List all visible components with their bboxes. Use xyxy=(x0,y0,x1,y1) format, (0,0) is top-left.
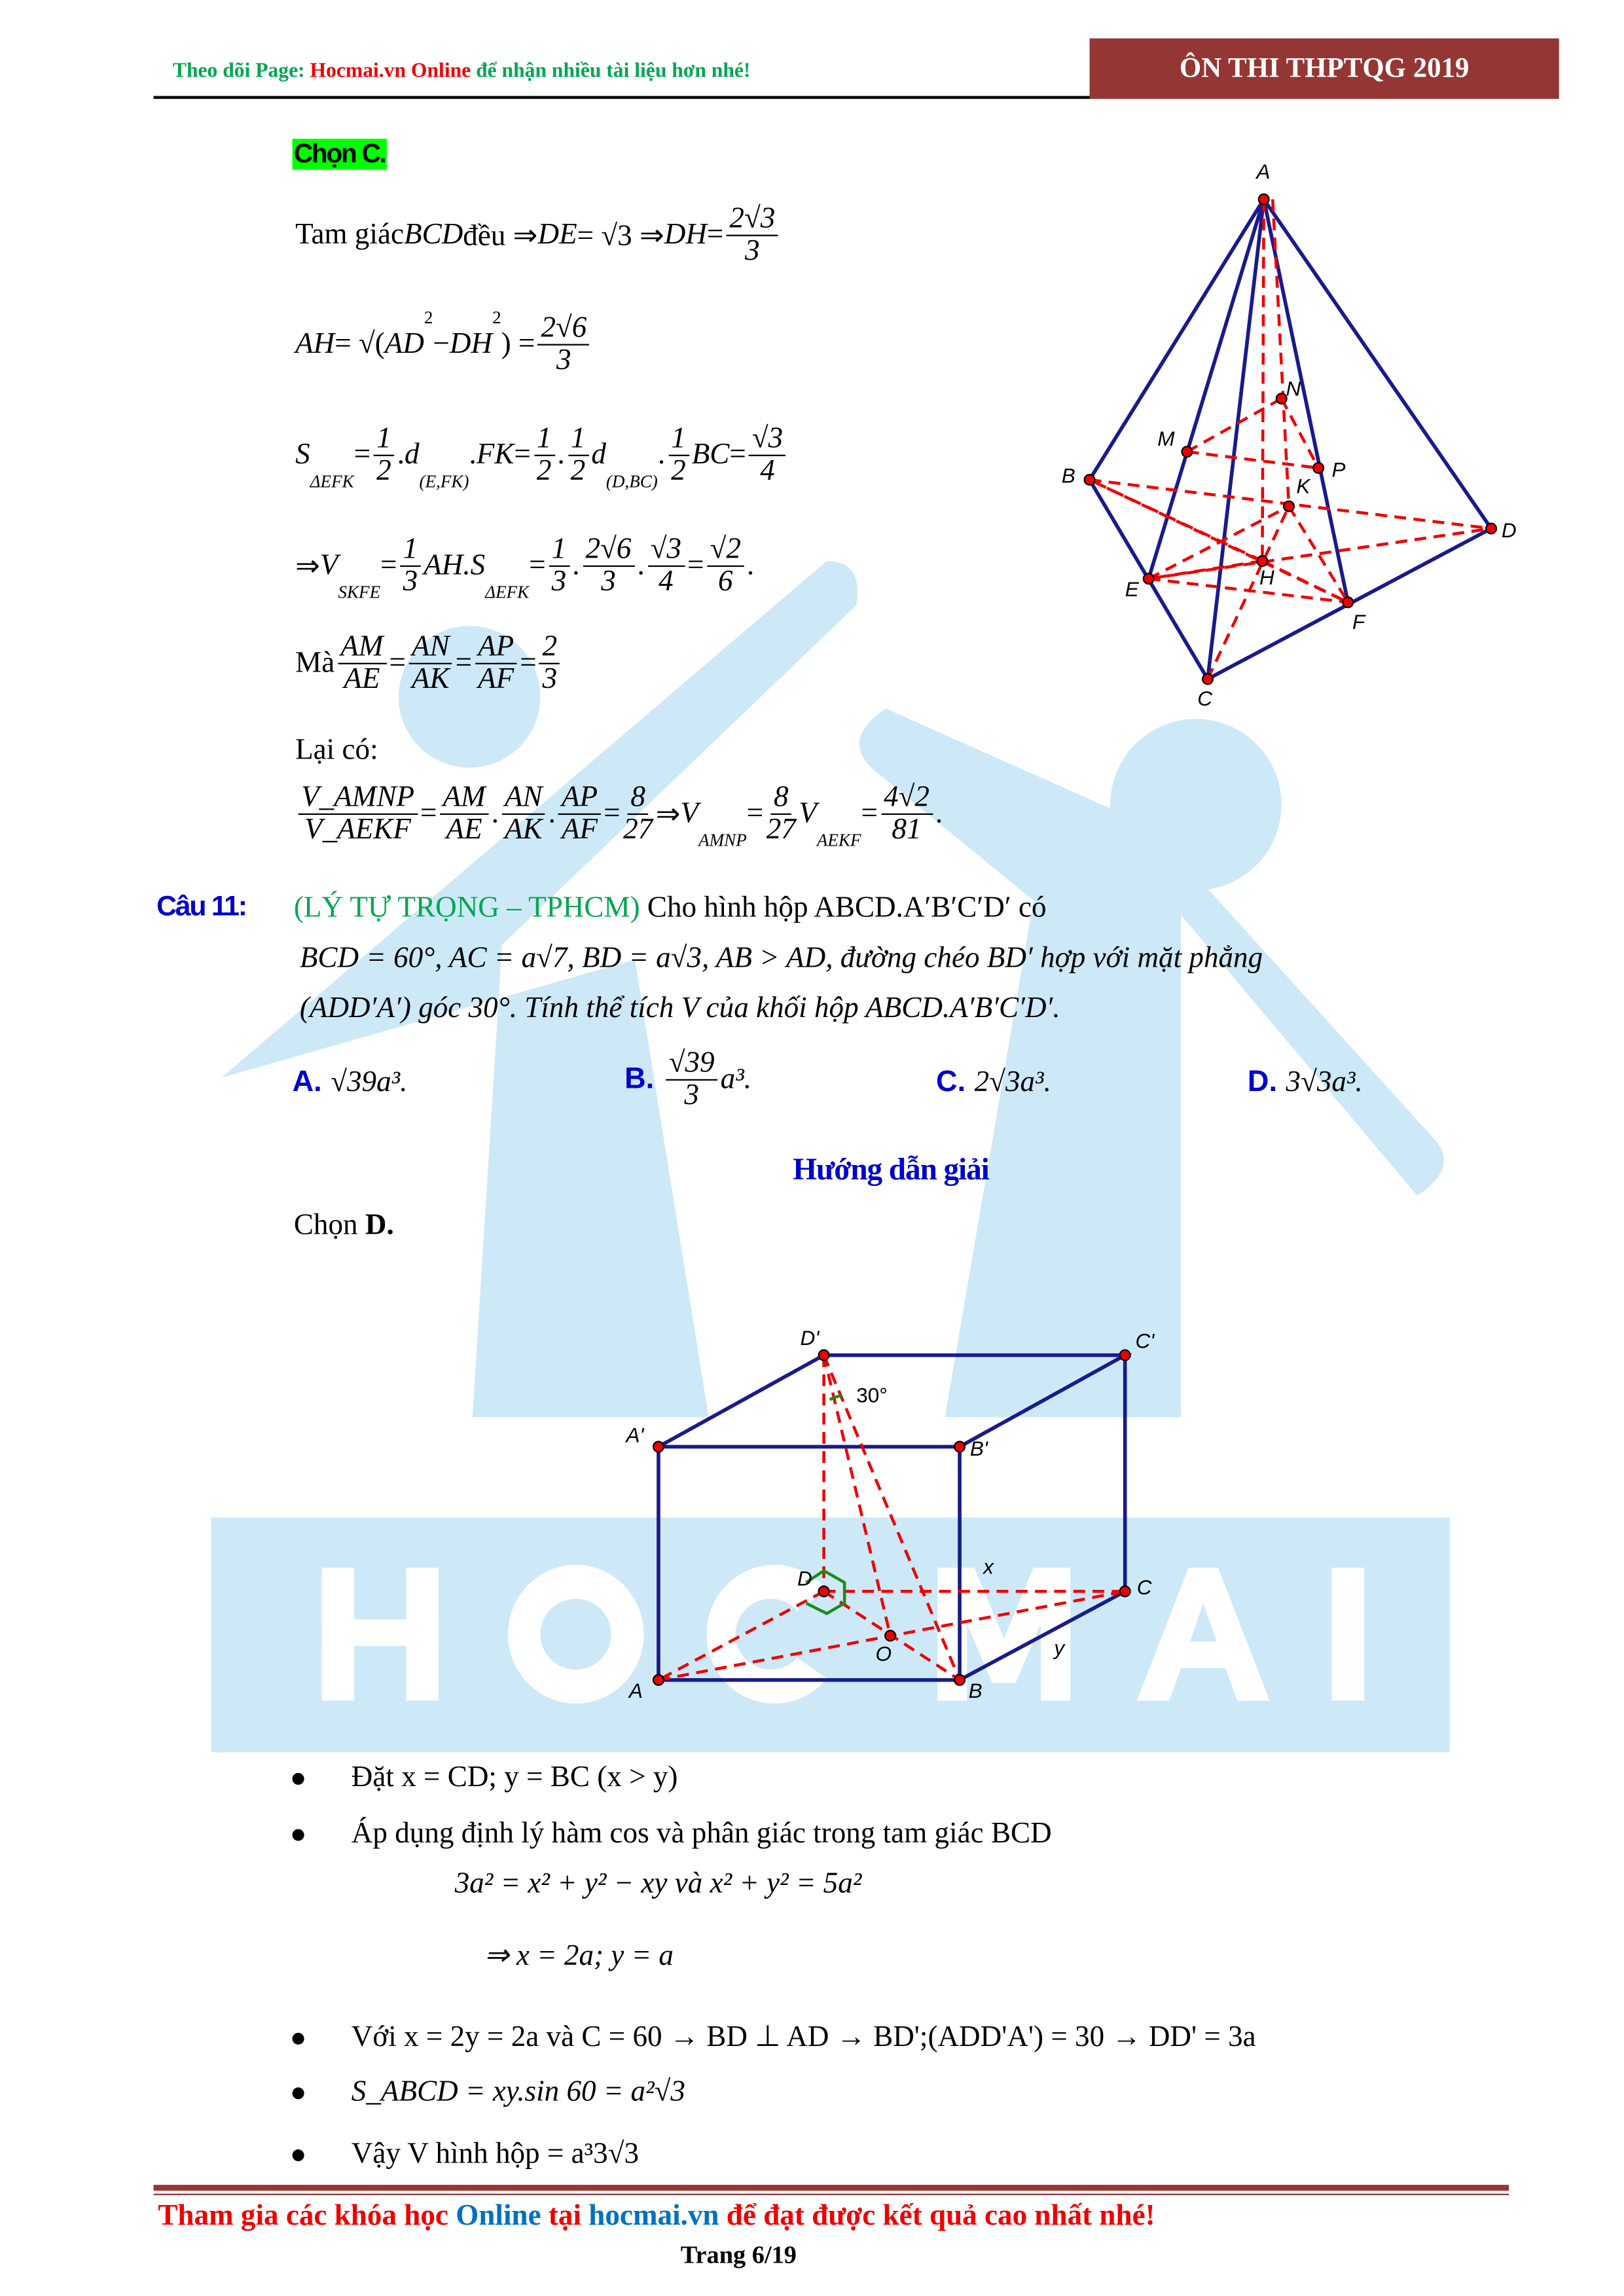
math-token: = xyxy=(604,797,621,830)
denominator: AE xyxy=(344,662,380,696)
math-token: d xyxy=(405,438,420,471)
option-d: D. 3√3a³. xyxy=(1247,1066,1363,1099)
numerator: 1 xyxy=(374,423,395,456)
question-line-2: BCD = 60°, AC = a√7, BD = a√3, AB > AD, đường chéo BD′ hợp với mặt phẳng xyxy=(299,942,1263,975)
solution-line xyxy=(295,422,789,492)
math-token: AEKF xyxy=(816,829,861,851)
denominator: AK xyxy=(411,662,450,696)
fraction xyxy=(408,632,452,695)
math-token: . xyxy=(572,549,580,582)
denominator: 2 xyxy=(376,454,391,488)
math-token: Tam giác xyxy=(295,218,405,251)
bullet-icon xyxy=(293,2034,304,2045)
fraction xyxy=(539,632,560,695)
math-token: ΔEFK xyxy=(485,581,530,603)
bullet-icon xyxy=(293,2088,304,2100)
denominator: 3 xyxy=(551,565,567,598)
math-token: = xyxy=(389,646,406,679)
angle-label: 30° xyxy=(856,1383,888,1407)
math-token: = xyxy=(729,438,746,471)
solution-line xyxy=(295,204,781,267)
label-D: D xyxy=(1501,518,1517,543)
fraction xyxy=(558,782,600,846)
math-token: BCD xyxy=(404,218,463,251)
math-token: = xyxy=(746,797,764,830)
math-token: = xyxy=(455,646,473,679)
math-token: . xyxy=(548,797,556,830)
denominator: 4 xyxy=(659,565,674,598)
math-token: ΔEFK xyxy=(310,471,354,492)
math-token: = √3 ⇒ xyxy=(577,220,664,253)
math-token: = xyxy=(380,549,397,582)
label-A: A xyxy=(1256,159,1271,183)
math-token: đều ⇒ xyxy=(463,220,538,253)
label-D-prime: D' xyxy=(800,1325,820,1350)
numerator: 2√6 xyxy=(538,313,590,346)
numerator: 1 xyxy=(549,534,569,567)
denominator: 2 xyxy=(671,454,686,488)
numerator: 2√3 xyxy=(727,204,778,236)
math-token: . xyxy=(491,797,499,830)
numerator: AM xyxy=(440,782,488,815)
footer-rule xyxy=(154,2185,1509,2191)
fraction xyxy=(374,423,395,487)
numerator: 1 xyxy=(533,423,554,456)
math-token: AH.S xyxy=(424,549,486,582)
denominator: 3 xyxy=(556,344,571,377)
math-token: = xyxy=(514,438,531,471)
numerator: √3 xyxy=(749,423,785,456)
header-follow-text: Theo dõi Page: Hocmai.vn Online để nhận nhiều tài liệu hơn nhé! xyxy=(172,60,751,83)
numerator: √3 xyxy=(647,534,684,567)
math-token: FK xyxy=(476,438,514,471)
math-token: DH xyxy=(664,218,707,251)
math-token: . xyxy=(469,438,477,471)
footer-rule-thin xyxy=(154,2194,1509,2195)
numerator: 2√6 xyxy=(583,534,634,567)
label-F: F xyxy=(1352,609,1365,634)
math-token: . xyxy=(657,438,666,471)
fraction xyxy=(475,632,517,695)
math-token: AMNP xyxy=(698,829,747,851)
math-token: = xyxy=(520,646,537,679)
bullet-item: Với x = 2y = 2a và C = 60 → BD ⊥ AD → BD';(ADD'A') = 30 → DD' = 3a xyxy=(293,2018,1256,2054)
numerator: AN xyxy=(501,782,545,815)
fraction xyxy=(298,782,418,846)
question-line-3: (ADD′A′) góc 30°. Tính thể tích V của khối hộp ABCD.A′B′C′D′. xyxy=(299,992,1060,1025)
label-P: P xyxy=(1331,457,1346,482)
math-token: AH xyxy=(295,327,335,361)
math-token: BC xyxy=(691,438,730,471)
bullet-item: Đặt x = CD; y = BC (x > y) xyxy=(293,1761,678,1795)
denominator: 2 xyxy=(536,454,552,488)
numerator: 1 xyxy=(400,534,421,567)
numerator: AP xyxy=(475,632,517,664)
fraction xyxy=(533,423,554,487)
denominator: 81 xyxy=(892,813,922,846)
fraction xyxy=(647,534,684,598)
fraction xyxy=(583,534,634,598)
guide-title: Hướng dẫn giải xyxy=(793,1151,989,1187)
fraction xyxy=(623,782,653,846)
denominator: AE xyxy=(446,813,482,846)
solution-line xyxy=(295,307,592,377)
fraction xyxy=(707,534,744,598)
math-token: Lại có: xyxy=(295,733,378,766)
fraction xyxy=(538,313,590,376)
label-A: A xyxy=(628,1678,643,1702)
math-token: ⇒ xyxy=(655,798,681,831)
fraction xyxy=(767,782,796,846)
label-C: C xyxy=(1197,687,1213,711)
math-token: . xyxy=(557,438,565,471)
solution-line xyxy=(295,533,755,603)
solution-line xyxy=(295,734,378,768)
math-token: V xyxy=(319,549,338,582)
math-token: . xyxy=(935,797,943,830)
numerator: 8 xyxy=(770,782,791,815)
label-O: O xyxy=(875,1641,892,1666)
math-token: 2 xyxy=(492,307,501,328)
denominator: AF xyxy=(561,813,598,846)
fraction xyxy=(549,534,569,598)
fraction xyxy=(727,204,778,267)
equation-line: ⇒ x = 2a; y = a xyxy=(484,1939,674,1973)
fraction xyxy=(668,423,689,487)
denominator: 3 xyxy=(403,565,418,598)
numerator: AP xyxy=(558,782,600,815)
math-token: DE xyxy=(537,218,577,251)
math-token: . xyxy=(397,438,405,471)
math-token: = xyxy=(529,549,546,582)
label-K: K xyxy=(1296,474,1310,498)
denominator: 3 xyxy=(542,662,558,696)
header-rule xyxy=(154,96,1092,99)
math-token: = xyxy=(706,218,724,251)
math-token: = xyxy=(420,797,437,830)
denominator: 3 xyxy=(745,234,760,268)
math-token: 2 xyxy=(424,307,433,328)
fraction xyxy=(440,782,488,846)
label-B-prime: B' xyxy=(969,1436,988,1460)
numerator: AN xyxy=(408,632,452,664)
question-line-1: (LÝ TỰ TRỌNG – TPHCM) Cho hình hộp ABCD.A′B′C′D′ có xyxy=(293,891,1047,924)
math-token: (E,FK) xyxy=(419,471,469,492)
solution-line xyxy=(295,781,943,851)
math-token: d xyxy=(591,438,606,471)
fraction xyxy=(400,534,421,598)
bullet-icon xyxy=(293,2150,304,2162)
numerator: AM xyxy=(338,632,386,664)
question-number: Câu 11: xyxy=(156,891,246,923)
numerator: 1 xyxy=(568,423,588,456)
label-E: E xyxy=(1125,577,1139,601)
math-token: = √( xyxy=(334,327,385,361)
math-token: . xyxy=(637,549,645,582)
label-C: C xyxy=(1136,1575,1152,1599)
math-token: − xyxy=(433,327,450,361)
denominator: AF xyxy=(478,662,514,696)
math-token: ) = xyxy=(501,327,535,361)
denominator: 27 xyxy=(623,813,653,846)
math-token: = xyxy=(687,549,704,582)
equation-line: 3a² = x² + y² − xy và x² + y² = 5a² xyxy=(454,1867,862,1900)
denominator: 6 xyxy=(717,565,733,598)
label-x: x xyxy=(983,1554,994,1579)
option-a: A. √39a³. xyxy=(292,1066,408,1099)
numerator: 1 xyxy=(668,423,689,456)
math-token: Mà xyxy=(295,646,335,679)
fraction xyxy=(338,632,386,695)
label-M: M xyxy=(1157,427,1175,451)
bullet-item: Vậy V hình hộp = a³3√3 xyxy=(293,2138,639,2172)
numerator: 2 xyxy=(539,632,560,664)
label-y: y xyxy=(1054,1636,1065,1660)
numerator: V_AMNP xyxy=(298,782,418,815)
math-token: V xyxy=(799,797,817,830)
denominator: V_AEKF xyxy=(304,813,412,846)
math-token: AD xyxy=(384,327,424,361)
answer: Chọn D. xyxy=(293,1209,394,1242)
option-c: C. 2√3a³. xyxy=(935,1066,1051,1099)
bullet-icon xyxy=(293,1774,304,1785)
parallelepiped-figure xyxy=(605,1314,1182,1712)
numerator: 4√2 xyxy=(881,782,933,815)
fraction xyxy=(568,423,588,487)
label-N: N xyxy=(1286,376,1301,401)
label-H: H xyxy=(1259,565,1274,590)
math-token: = xyxy=(353,438,371,471)
numerator: 8 xyxy=(628,782,649,815)
numerator: √2 xyxy=(707,534,744,567)
label-B: B xyxy=(968,1678,983,1702)
page-number: Trang 6/19 xyxy=(680,2240,797,2269)
pyramid-figure xyxy=(1034,148,1536,724)
denominator: AK xyxy=(504,813,543,846)
denominator: 27 xyxy=(766,813,796,846)
bullet-item: S_ABCD = xy.sin 60 = a²√3 xyxy=(293,2075,685,2109)
math-token: ⇒ xyxy=(295,550,320,583)
footer-promo: Tham gia các khóa học Online tại hocmai.vn để đạt được kết quả cao nhất nhé! xyxy=(158,2199,1155,2233)
label-C-prime: C' xyxy=(1135,1329,1155,1353)
label-B: B xyxy=(1061,463,1075,488)
label-A-prime: A' xyxy=(626,1423,644,1447)
bullet-icon xyxy=(293,1829,304,1841)
option-b: B. $\frac{√39}{3}$ a³. xyxy=(624,1047,752,1112)
denominator: 4 xyxy=(760,454,775,488)
denominator: 3 xyxy=(601,565,616,598)
header-badge: ÔN THI THPTQG 2019 xyxy=(1090,39,1559,99)
fraction xyxy=(881,782,933,846)
math-token: (D,BC) xyxy=(605,471,658,492)
math-token: = xyxy=(861,797,878,830)
math-token: DH xyxy=(449,327,493,361)
fraction xyxy=(749,423,785,487)
label-D: D xyxy=(797,1566,812,1590)
fraction xyxy=(501,782,545,846)
math-token: . xyxy=(746,549,755,582)
math-token: S xyxy=(295,438,310,471)
solution-line xyxy=(295,632,563,695)
denominator: 2 xyxy=(570,454,586,488)
bullet-item: Áp dụng định lý hàm cos và phân giác trong tam giác BCD xyxy=(293,1818,1052,1852)
math-token: SKFE xyxy=(338,581,381,603)
math-token: V xyxy=(680,797,699,830)
previous-answer: Chọn C. xyxy=(293,139,387,170)
